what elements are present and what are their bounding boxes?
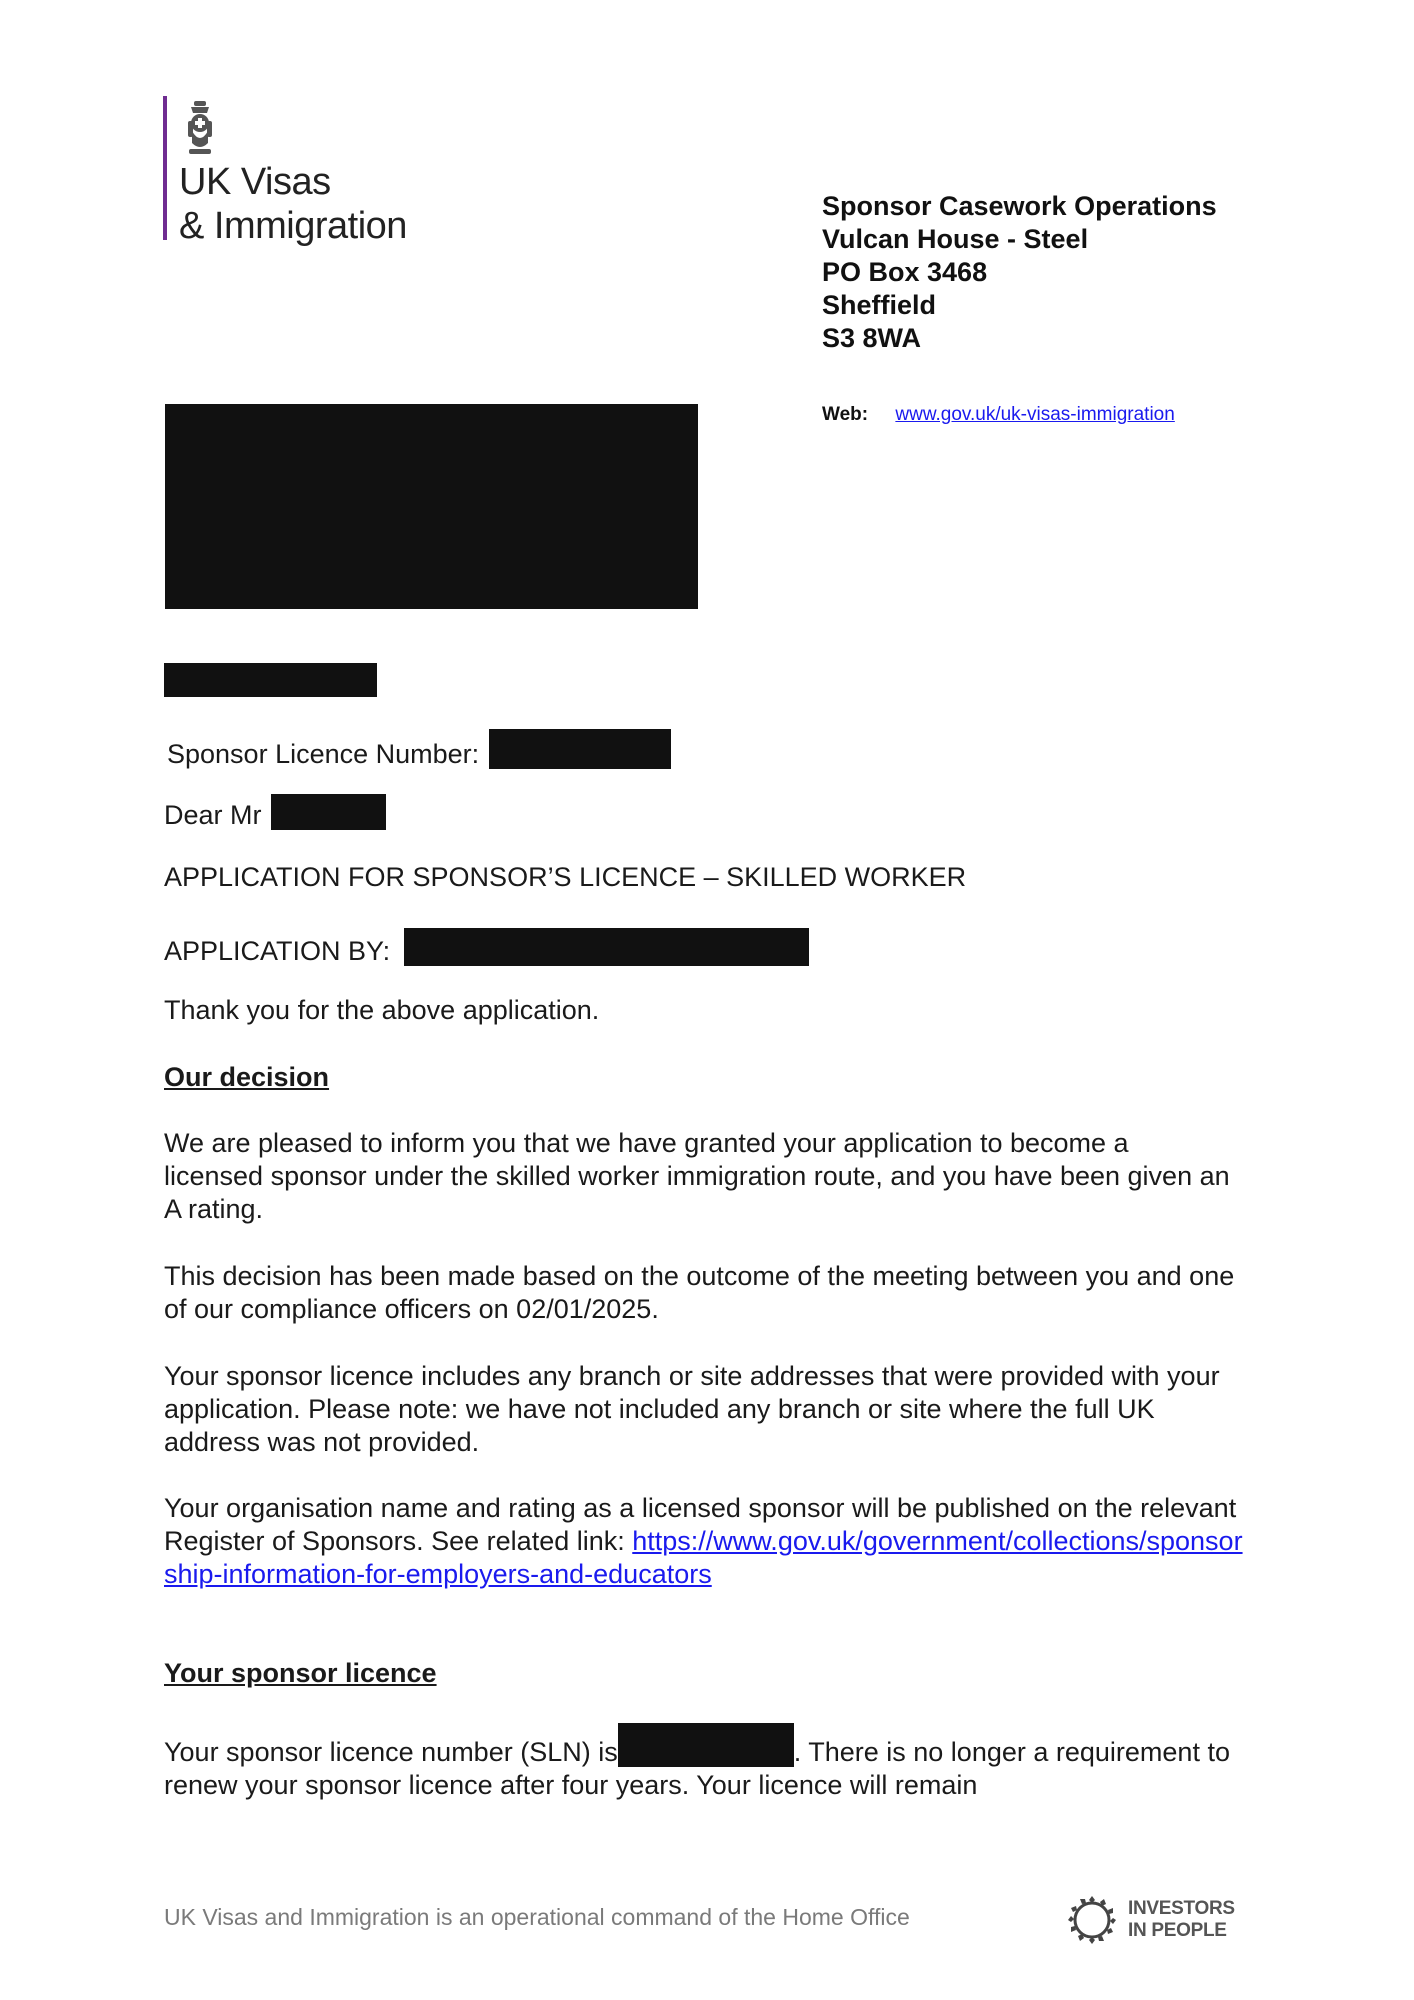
sender-line-4: Sheffield — [822, 290, 937, 320]
register-link[interactable]: https://www.gov.uk/government/collections/sponsorship-information-for-employers-and-educators — [164, 1526, 1243, 1589]
web-label: Web — [822, 404, 862, 425]
sender-line-5: S3 8WA — [822, 323, 922, 353]
sln-text-after: . There is no longer a requirement to renew your sponsor licence after four years. Your licence will remain — [164, 1737, 1230, 1800]
application-by-label: APPLICATION BY: — [164, 936, 391, 966]
iip-line-2: IN PEOPLE — [1128, 1920, 1227, 1941]
web-link[interactable]: www.gov.uk/uk-visas-immigration — [895, 404, 1175, 425]
sender-line-3: PO Box 3468 — [822, 257, 988, 287]
sender-line-1: Sponsor Casework Operations — [822, 191, 1217, 221]
logo-wordmark — [179, 160, 407, 248]
iip-line-1: INVESTORS — [1128, 1898, 1235, 1919]
sln-text-before: Your sponsor licence number (SLN) is — [164, 1737, 618, 1767]
application-by-line — [164, 928, 809, 968]
redacted-recipient-address — [165, 404, 698, 609]
redacted-recipient-name — [271, 794, 386, 830]
redacted-date — [164, 663, 377, 697]
web-colon: : — [861, 404, 869, 425]
sponsor-licence-number-line — [167, 729, 671, 771]
paragraph-granted: We are pleased to inform you that we have granted your application to become a licensed sponsor under the skilled worker immigration route, and you have been given an A rating. — [164, 1128, 1230, 1224]
heading-your-sponsor-licence: Your sponsor licence — [164, 1658, 437, 1688]
salutation: Dear Mr — [164, 800, 262, 830]
sender-address — [822, 190, 1217, 355]
paragraph-register — [164, 1492, 1254, 1591]
royal-crest-icon — [180, 99, 220, 159]
redacted-sln — [489, 729, 671, 769]
salutation-line — [164, 794, 386, 832]
investors-in-people-logo — [1064, 1892, 1254, 1952]
paragraph-branch-addresses: Your sponsor licence includes any branch or site addresses that were provided with your application. Please note: we have not included any branch or site where the full UK address was not provided. — [164, 1361, 1220, 1457]
web-line — [822, 404, 1175, 426]
redacted-sln-inline — [618, 1723, 794, 1767]
thanks-line: Thank you for the above application. — [164, 995, 600, 1025]
sln-label: Sponsor Licence Number: — [167, 739, 480, 769]
register-text: Your organisation name and rating as a licensed sponsor will be published on the relevant Register of Sponsors. See related link: — [164, 1493, 1237, 1556]
ukvi-logo — [163, 96, 463, 247]
footer-text: UK Visas and Immigration is an operational command of the Home Office — [164, 1904, 910, 1930]
subject-line: APPLICATION FOR SPONSOR’S LICENCE – SKILLED WORKER — [164, 862, 967, 892]
heading-our-decision: Our decision — [164, 1062, 330, 1092]
investors-in-people-ring-icon — [1064, 1892, 1120, 1948]
redacted-applicant — [404, 928, 809, 966]
paragraph-decision-basis: This decision has been made based on the outcome of the meeting between you and one of our compliance officers on 02/01/2025. — [164, 1261, 1235, 1324]
sender-line-2: Vulcan House - Steel — [822, 224, 1089, 254]
logo-purple-bar — [163, 96, 167, 240]
logo-line-2: & Immigration — [179, 205, 407, 247]
paragraph-sln — [164, 1723, 1264, 1802]
logo-line-1: UK Visas — [179, 161, 331, 203]
iip-wordmark — [1128, 1898, 1235, 1942]
